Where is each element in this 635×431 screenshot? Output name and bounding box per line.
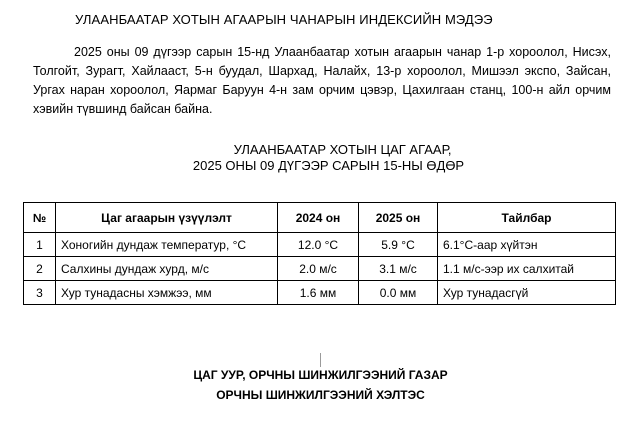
row-note: 1.1 м/с-ээр их салхитай: [438, 257, 616, 281]
header-2024: 2024 он: [278, 203, 359, 233]
header-indicator: Цаг агаарын үзүүлэлт: [56, 203, 278, 233]
row-value-2025: 5.9 °С: [359, 233, 438, 257]
table-header-row: [24, 203, 616, 233]
footer-division: ОРЧНЫ ШИНЖИЛГЭЭНИЙ ХЭЛТЭС: [216, 388, 425, 402]
row-value-2025: 0.0 мм: [359, 281, 438, 305]
weather-subtitle-line2: 2025 ОНЫ 09 ДҮГЭЭР САРЫН 15-НЫ ӨДӨР: [192, 158, 465, 173]
document-title: УЛААНБААТАР ХОТЫН АГААРЫН ЧАНАРЫН ИНДЕКСИЙН МЭДЭЭ: [75, 12, 493, 27]
table-row: [24, 233, 616, 257]
row-indicator: Салхины дундаж хурд, м/с: [56, 257, 278, 281]
row-value-2024: 2.0 м/с: [278, 257, 359, 281]
header-number: №: [24, 203, 56, 233]
footer-department: ЦАГ УУР, ОРЧНЫ ШИНЖИЛГЭЭНИЙ ГАЗАР: [193, 368, 448, 382]
weather-table: [23, 202, 616, 305]
row-number: 2: [24, 257, 56, 281]
air-quality-paragraph: 2025 оны 09 дүгээр сарын 15-нд Улаанбаатар хотын агаарын чанар 1-р хороолол, Нисэх, Толгойт, Зурагт, Хайлааст, 5-н буудал, Шархад, Налайх, 13-р хороолол, Мишээл экспо, Зайсан, Ургах наран хороолол, Яармаг Баруун 4-н зам орчим цэвэр, Цахилгаан станц, 100-н айл орчим хэвийн түвшинд байсан байна.: [33, 45, 611, 116]
row-value-2024: 12.0 °С: [278, 233, 359, 257]
row-note: Хур тунадасгүй: [438, 281, 616, 305]
row-indicator: Хоногийн дундаж температур, °С: [56, 233, 278, 257]
row-note: 6.1°С-аар хүйтэн: [438, 233, 616, 257]
header-note: Тайлбар: [438, 203, 616, 233]
table-row: [24, 281, 616, 305]
row-number: 3: [24, 281, 56, 305]
text-cursor: [320, 353, 321, 367]
row-value-2025: 3.1 м/с: [359, 257, 438, 281]
table-row: [24, 257, 616, 281]
row-indicator: Хур тунадасны хэмжээ, мм: [56, 281, 278, 305]
row-number: 1: [24, 233, 56, 257]
header-2025: 2025 он: [359, 203, 438, 233]
row-value-2024: 1.6 мм: [278, 281, 359, 305]
weather-subtitle-line1: УЛААНБААТАР ХОТЫН ЦАГ АГААР,: [233, 142, 452, 157]
